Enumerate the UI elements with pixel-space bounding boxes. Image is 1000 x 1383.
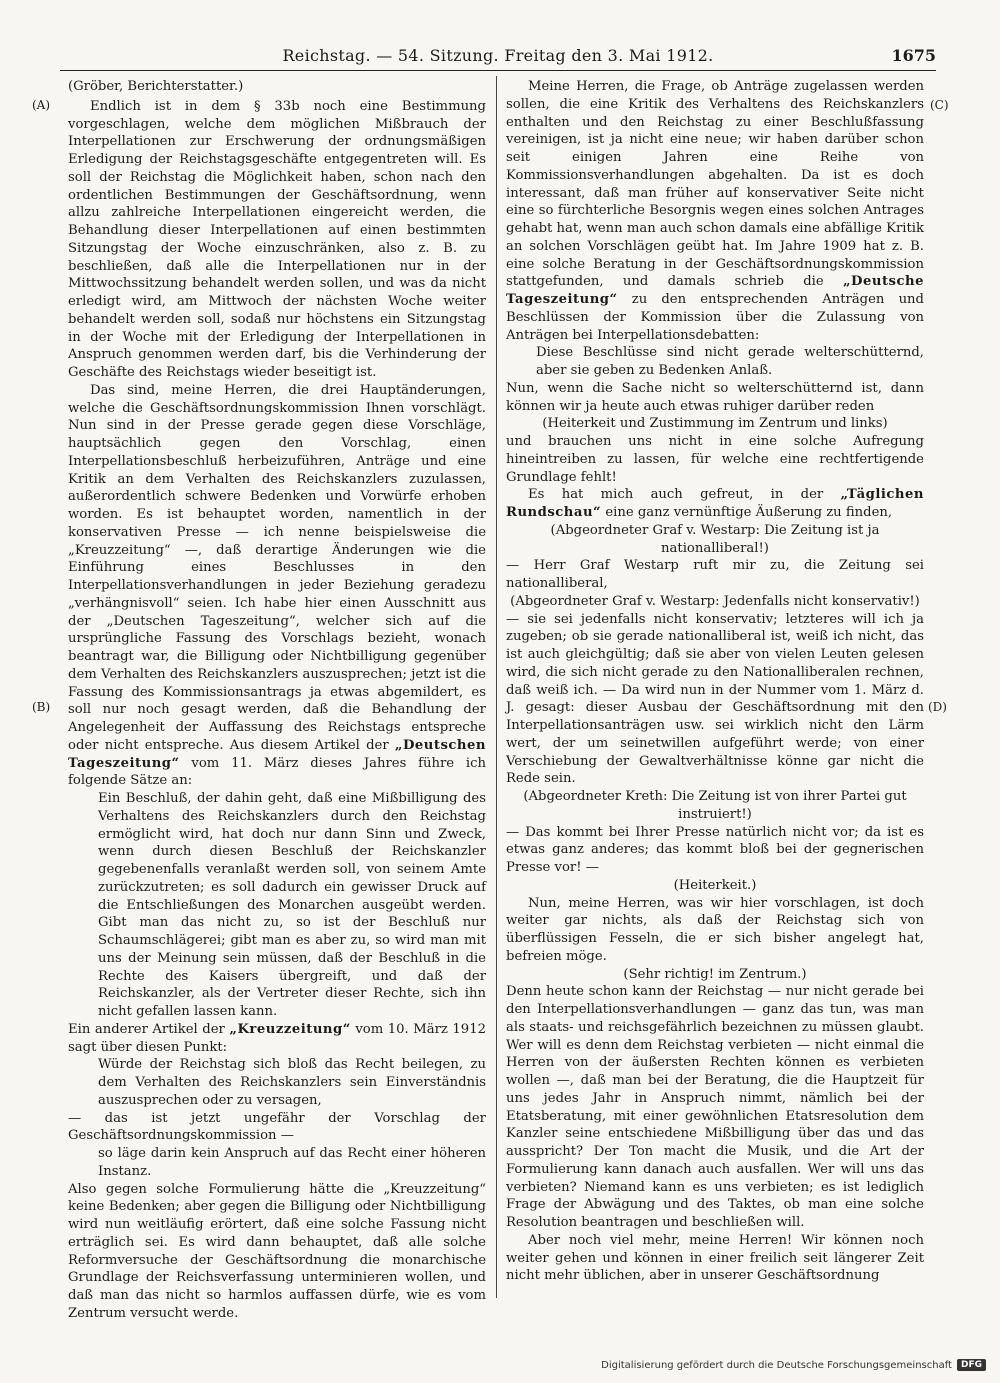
paragraph: Meine Herren, die Frage, ob Anträge zugelassen werden sollen, die eine Kritik des Verhaltens des Reichskanzlers enthalten und den Reichstag zu einer Beschlußfassung vereinigen, ist ja nicht eine neue; wir haben darüber schon seit einigen Jahren eine Reihe von Kommissionsverhandlungen abgehalten. Da ist es doch interessant, daß man früher auf konservativer Seite nicht eine so fürchterliche Besorgnis wegen eines solchen Antrages gehabt hat, wenn man auch schon damals eine abfällige Kritik an solchen Vorschlägen geübt hat. Im Jahre 1909 hat z. B. eine solche Beratung in der Geschäftsordnungskommission stattgefunden, und damals schrieb die „Deutsche Tageszeitung“ zu den entsprechenden Anträgen und Beschlüssen der Kommission über die Zulassung von Anträgen bei Interpellationsdebatten: (506, 79, 924, 343)
interjection: (Heiterkeit.) (673, 877, 757, 893)
newspaper-title: „Täglichen Rundschau“ (506, 487, 924, 520)
newspaper-title: „Kreuzzeitung“ (229, 1021, 351, 1037)
paragraph: und brauchen uns nicht in eine solche Aufregung hineintreiben zu lassen, für welche eine rechtfertigende Grundlage fehlt! (506, 434, 924, 485)
quotation: so läge darin kein Anspruch auf das Recht einer höheren Instanz. (98, 1146, 486, 1179)
paragraph: — Das kommt bei Ihrer Presse natürlich nicht vor; da ist es etwas ganz anderes; das kommt bloß bei der gegnerischen Presse vor! — (506, 824, 924, 875)
paragraph: Nun, wenn die Sache nicht so welterschütternd ist, dann können wir ja heute auch etwas ruhiger darüber reden (506, 380, 924, 414)
paragraph: Denn heute schon kann der Reichstag — nur nicht gerade bei den Interpellationsverhandlungen — ganz das tun, was man als staats- und reichsgefährlich bezeichnen zu müssen glaubt. Wer will es denn dem Reichstag verbieten — nicht einmal die Herren von der äußersten Rechten können es verbieten wollen —, daß man bei der Beratung, die die Hauptzeit für uns jedes Jahr in Anspruch nimmt, nämlich bei der Etatsberatung, mit einer gewöhnlichen Etatsresolution dem Kanzler seine entschiedene Mißbilligung über das und das ausspricht? Der Ton macht die Musik, und die Art der Formulierung kann danach auch ausfallen. Wer will uns das verbieten? Niemand kann es uns verbieten; es ist lediglich Frage der Abwägung und des Taktes, ob man eine solche Resolution beantragen und beschließen will. (506, 984, 924, 1230)
interjection: (Sehr richtig! im Zentrum.) (623, 966, 807, 982)
page-number: 1675 (891, 46, 936, 65)
interjection: (Abgeordneter Graf v. Westarp: Jedenfalls nicht konservativ!) (510, 593, 920, 609)
paragraph: — Herr Graf Westarp ruft mir zu, die Zeitung sei nationalliberal, (506, 558, 924, 591)
column-divider (496, 76, 497, 1298)
margin-marker-b: (B) (32, 700, 51, 714)
digitization-credit (601, 1359, 986, 1371)
paragraph: Es hat mich auch gefreut, in der „Täglichen Rundschau“ eine ganz vernünftige Äußerung zu finden, (506, 487, 924, 520)
newspaper-title: „Deutsche Tageszeitung“ (506, 274, 924, 307)
credit-text: Digitalisierung gefördert durch die Deutsche Forschungsgemeinschaft (601, 1359, 952, 1371)
margin-marker-c: (C) (930, 98, 949, 112)
quotation: Würde der Reichstag sich bloß das Recht beilegen, zu dem Verhalten des Reichskanzlers sein Einverständnis auszusprechen oder zu versagen, (98, 1057, 486, 1108)
left-column (68, 78, 486, 1323)
interjection: (Heiterkeit und Zustimmung im Zentrum und links) (542, 416, 888, 432)
paragraph: — sie sei jedenfalls nicht konservativ; letzteres will ich ja zugeben; ob sie gerade nationalliberal ist, weiß ich nicht, das ist auch gleichgültig; daß sie aber von vielen Leuten gelesen wird, die sich nicht gerade zu den Nationalliberalen rechnen, daß weiß ich. — Da wird nun in der Nummer vom 1. März d. J. gesagt: dieser Ausbau der Geschäftsordnung mit den Interpellationsanträgen usw. sei wirklich nicht den Lärm wert, der um seinetwillen aufgeführt werde; von einer Verschiebung der Gewaltverhältnisse könne gar nicht die Rede sein. (506, 611, 924, 787)
paragraph: Aber noch viel mehr, meine Herren! Wir können noch weiter gehen und können in einer freilich seit längerer Zeit nicht mehr üblichen, aber in unserer Geschäftsordnung (506, 1232, 924, 1284)
paragraph: Das sind, meine Herren, die drei Hauptänderungen, welche die Geschäftsordnungskommission Ihnen vorschlägt. Nun sind in der Presse gerade gegen diese Vorschläge, hauptsächlich gegen den Vorschlag, einen Interpellationsbeschluß herbeizuführen, Anträge und eine Kritik an dem Verhalten des Reichskanzlers zuzulassen, außerordentlich schwere Bedenken und Vorwürfe erhoben worden. Es ist behauptet worden, namentlich in der konservativen Presse — ich nenne beispielsweise die „Kreuzzeitung“ —, daß derartige Änderungen wie die Einführung eines Beschlusses in den Interpellationsverhandlungen in jeder Beziehung geradezu „verhängnisvoll“ seien. Ich habe hier einen Ausschnitt aus der „Deutschen Tageszeitung“, welcher sich auf die ursprüngliche Fassung des Vorschlags bezieht, wonach beantragt war, die Billigung oder Nichtbilligung gegenüber dem Verhalten des Reichskanzlers auszusprechen; jetzt ist die Fassung des Kommissionsantrags ja etwas abgemildert, es soll nur noch gesagt werden, daß die Behandlung der Angelegenheit der Auffassung des Reichstags entspreche oder nicht entspreche. Aus diesem Artikel der „Deutschen Tageszeitung“ vom 11. März dieses Jahres führe ich folgende Sätze an: (68, 382, 486, 789)
quotation: Ein Beschluß, der dahin geht, daß eine Mißbilligung des Verhaltens des Reichskanzlers durch den Reichstag ermöglicht wird, hat doch nur dann Sinn und Zweck, wenn durch diesen Beschluß der Reichskanzler gegebenenfalls veranlaßt werden soll, von seinem Amte zurückzutreten; es soll dadurch ein gewisser Druck auf die Entschließungen des Monarchen ausgeübt werden. Gibt man das nicht zu, so ist der Beschluß nur Schaumschlägerei; gibt man es aber zu, so wird man mit uns der Meinung sein müssen, daß der Beschluß in die Rechte des Kaisers übergreift, und daß der Reichskanzler, als der Vertreter dieser Rechte, sich ihn nicht gefallen lassen kann. (98, 791, 486, 1019)
margin-marker-d: (D) (928, 700, 947, 714)
page-header (60, 46, 936, 71)
interjection: (Abgeordneter Graf v. Westarp: Die Zeitung ist ja nationalliberal!) (550, 522, 880, 556)
paragraph: Ein anderer Artikel der „Kreuzzeitung“ vom 10. März 1912 sagt über diesen Punkt: (68, 1021, 486, 1055)
paragraph: Also gegen solche Formulierung hätte die „Kreuzzeitung“ keine Bedenken; aber gegen die Billigung oder Nichtbilligung wird nun weitläufig erörtert, daß eine solche Fassung nicht erträglich sei. Es wird dann behauptet, daß alle solche Reformversuche der Geschäftsordnung die monarchische Grundlage der Reichsverfassung unterminieren wollen, und daß man das nicht so harmlos auffassen dürfe, wie es vom Zentrum versucht werde. (68, 1181, 486, 1321)
newspaper-title: „Deutschen Tageszeitung“ (68, 737, 486, 771)
dfg-logo: DFG (957, 1359, 986, 1371)
quotation: Diese Beschlüsse sind nicht gerade welterschütternd, aber sie geben zu Bedenken Anlaß. (536, 345, 924, 378)
margin-marker-a: (A) (32, 98, 51, 112)
speaker-label: (Gröber, Berichterstatter.) (68, 79, 244, 94)
right-column (506, 78, 924, 1285)
running-title: Reichstag. — 54. Sitzung. Freitag den 3. Mai 1912. (282, 46, 714, 65)
paragraph: Nun, meine Herren, was wir hier vorschlagen, ist doch weiter gar nichts, als daß der Reichstag sich von überflüssigen Fesseln, die er sich bisher angelegt hat, befreien möge. (506, 895, 924, 964)
paragraph: — das ist jetzt ungefähr der Vorschlag der Geschäftsordnungskommission — (68, 1110, 486, 1144)
interjection: (Abgeordneter Kreth: Die Zeitung ist von ihrer Partei gut instruiert!) (523, 789, 907, 822)
paragraph: Endlich ist in dem § 33b noch eine Bestimmung vorgeschlagen, welche dem möglichen Mißbrauch der Interpellationen zur Erschwerung der ordnungsmäßigen Erledigung der Reichstagsgeschäfte entgegentreten will. Es soll der Reichstag die Möglichkeit haben, schon nach den ordentlichen Bestimmungen der Geschäftsordnung, wenn allzu zahlreiche Interpellationen eingereicht werden, die Behandlung dieser Interpellationen auf einen bestimmten Sitzungstag der Woche einzuschränken, also z. B. zu beschließen, daß alle die Interpellationen nur in der Mittwochssitzung behandelt werden sollen, und was da nicht erledigt wird, am Mittwoch der nächsten Woche weiter behandelt werden soll, sodaß nur höchstens ein Sitzungstag in der Woche mit der Erledigung der Interpellationen in Anspruch genommen werden darf, bis die Verhinderung der Geschäfte des Reichstags wieder beseitigt ist. (68, 98, 486, 380)
